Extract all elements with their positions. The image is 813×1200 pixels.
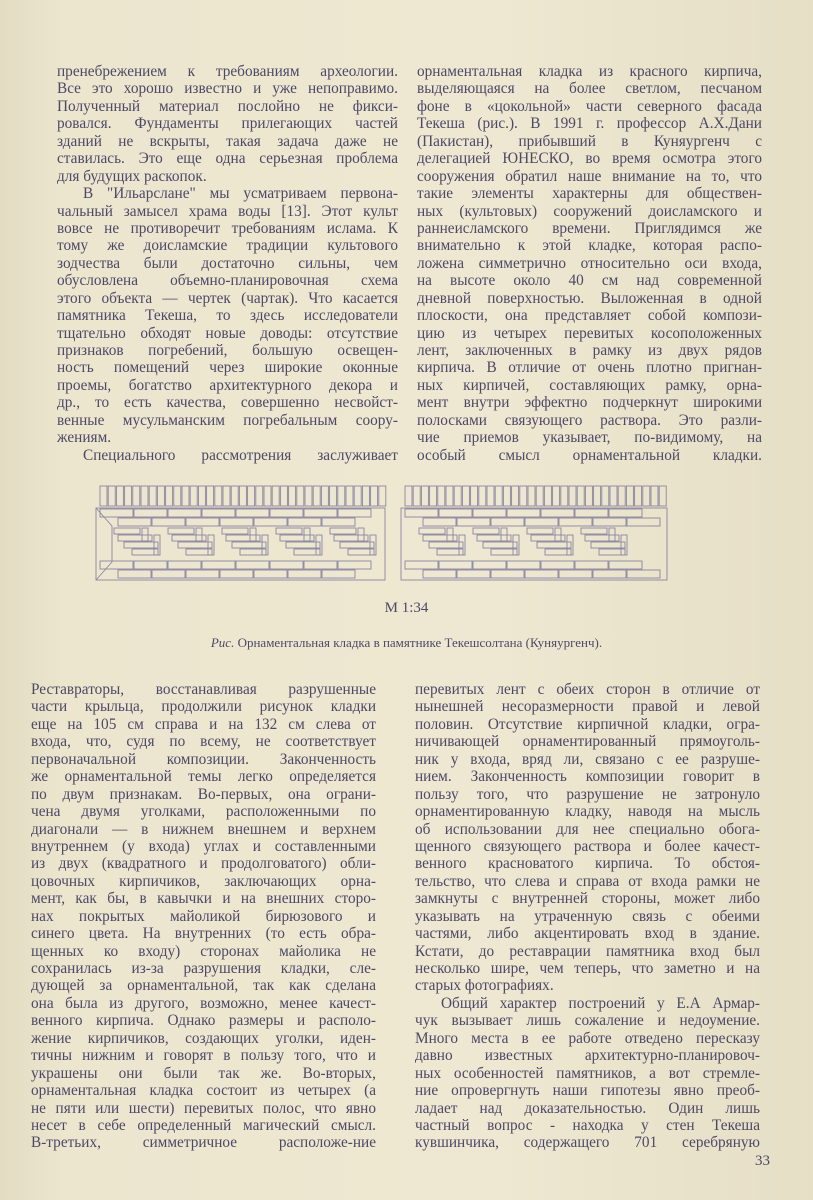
brick [172,535,206,541]
text-line: же орнаментальной темы легко определяется [31,768,376,786]
text-line: не пяти или шести) перевитых полос, что явно [31,1099,376,1117]
soldier-brick [471,486,478,506]
stretcher-brick [254,518,287,526]
text-line: половин. Отсутствие кирпичной кладки, огра- [415,715,760,733]
text-line: фоне в «цокольной» части северного фасада [417,97,762,115]
text-line: Все это хорошо известно и уже непоправимо. [57,80,398,98]
text-line: орнаментальная кладка состоит из четырех (а [31,1082,376,1100]
text-line: вовсе не противоречит требованиям ислама. К [57,219,398,237]
soldier-brick [330,486,337,506]
brick [232,542,266,548]
text-line: зодчества были достаточно сильны, чем [57,254,398,272]
stretcher-brick [457,570,490,578]
text-line: кувшинчика, содержащего 701 серебряную [415,1134,760,1152]
text-line: внимательно к этой кладке, которая распо- [417,237,762,255]
brick [501,528,507,541]
stretcher-brick [627,518,660,526]
soldier-brick [379,486,386,506]
text-line: ничивающей орнаментированный прямоуголь- [415,733,760,751]
soldier-brick [256,486,263,506]
soldier-brick [536,486,543,506]
soldier-brick [626,486,633,506]
brick [286,542,320,548]
text-line: части крыльца, продолжили рисунок кладки [31,698,376,716]
stretcher-brick [525,570,558,578]
soldier-brick [149,486,156,506]
brick [358,528,364,541]
stretcher-brick [270,561,303,569]
brick [609,528,615,541]
stretcher-brick [439,509,472,517]
text-line: входа, что, судя по всему, не соответствует [31,733,376,751]
stretcher-brick [322,518,355,526]
stretcher-brick [439,561,472,569]
brick [118,535,152,541]
text-line: тщательно обходят новые доводы: отсутствие [57,324,398,342]
soldier-brick [231,486,238,506]
text-line: из двух (квадратного и продолговатого) обли- [31,855,376,873]
soldier-brick [166,486,173,506]
soldier-brick [248,486,255,506]
stretcher-brick [491,570,524,578]
brick [304,528,310,541]
text-line: перевитых лент с обеих сторон в отличие от [415,681,760,698]
stretcher-brick [134,561,167,569]
brick [124,542,158,548]
text-line: несколько шире, чем теперь, что заметно и на [415,960,760,977]
soldier-brick [413,486,420,506]
soldier-brick [280,486,287,506]
stretcher-brick [118,570,151,578]
stretcher-brick [405,561,438,569]
figure-scale: М 1:34 [384,600,429,616]
stretcher-brick [100,509,133,517]
brick [276,528,302,534]
soldier-brick [264,486,271,506]
text-line: чие приемов указывает, по-видимому, на [417,429,762,447]
stretcher-brick [423,518,456,526]
text-line: несет в себе определенный магический смысл. [31,1116,376,1134]
soldier-brick [479,486,486,506]
text-line: нием. Законченность композиции говорит в [415,768,760,786]
soldier-brick [207,486,214,506]
brick [340,542,374,548]
stretcher-brick [593,570,626,578]
stretcher-brick [202,561,235,569]
text-line: Специального рассмотрения заслуживает [83,446,398,464]
brickwork-figure [90,484,680,584]
text-line: ладает над доказательностью. Один лишь [415,1099,760,1117]
brick [581,528,607,534]
text-line: выделяющаяся на более светлом, песчаном [417,80,762,98]
brick [262,535,268,555]
soldier-brick [297,486,304,506]
text-line: тому же доисламские традиции культового [57,237,398,255]
stretcher-brick [507,509,540,517]
figure-caption [0,635,813,651]
brick [621,535,627,555]
text-line: для будущих раскопок. [57,167,207,185]
text-line: диагонали — в нижнем внешнем и верхнем [31,820,376,838]
text-line: указывать на утраченную связь с обеими [415,907,760,925]
stretcher-brick [322,570,355,578]
text-line: зданий не вскрыты, такая задача даже не [57,132,398,150]
brick [280,535,314,541]
text-line: венные мусульманским погребальным соору- [57,411,398,429]
text-line: нынешней несоразмерности правой и левой [415,698,760,716]
text-line: Полученный материал послойно не фикси- [57,97,398,115]
text-line: мент внутри эффектно подчеркнут широкими [417,394,762,412]
soldier-brick [239,486,246,506]
soldier-brick [289,486,296,506]
text-line: на высоте около 40 см над современной [417,272,762,290]
soldier-brick [108,486,115,506]
text-line: кирпича. В отличие от очень плотно пригнан- [417,359,762,377]
text-line: плоскости, она представляет собой компози- [417,307,762,325]
soldier-brick [446,486,453,506]
soldier-brick [569,486,576,506]
stretcher-brick [168,509,201,517]
soldier-brick [610,486,617,506]
soldier-brick [174,486,181,506]
soldier-brick [215,486,222,506]
text-line: Текеша (рис.). В 1991 г. профессор А.Х.Дани [417,115,762,133]
stretcher-brick [627,570,660,578]
text-line: (Пакистан), прибывший в Куняургенч с [417,132,762,150]
brick [154,535,160,555]
stretcher-brick [254,570,287,578]
stretcher-brick [559,570,592,578]
stretcher-brick [186,570,219,578]
brick [316,535,322,555]
soldier-brick [438,486,445,506]
stretcher-brick [559,518,592,526]
soldier-brick [430,486,437,506]
brick [473,528,499,534]
brick [459,535,465,555]
stretcher-brick [100,561,133,569]
brick [585,535,619,541]
stretcher-brick [152,570,185,578]
stretcher-brick [338,561,371,569]
text-line: сооружения обратил наше внимание на то, что [417,167,762,185]
text-line: внутреннем (у входа) углах и составленными [31,837,376,855]
text-line: ник у входа, вряд ли, связано с ее разруше- [415,750,760,768]
text-line: Кстати, до реставрации памятника вход был [415,942,760,960]
brickwork-panel-left [96,486,386,580]
soldier-brick [157,486,164,506]
stretcher-brick [541,509,574,517]
text-line: еще на 105 см справа и на 132 см слева от [31,715,376,733]
text-line: ных кирпичей, составляющих рамку, орна- [417,376,762,394]
stretcher-brick [423,570,456,578]
column-top-right [417,63,762,464]
text-line: украшены они были так же. Во-вторых, [31,1064,376,1082]
soldier-brick [321,486,328,506]
text-line: венного кирпича. Однако размеры и располо- [31,1012,376,1030]
text-line: В-третьих, симметричное расположе-ние [31,1134,376,1152]
brick [330,528,356,534]
stretcher-brick [288,518,321,526]
text-line: чальный замысел храма воды [13]. Этот культ [57,202,398,220]
text-line: первоначальной композиции. Законченность [31,750,376,768]
brick [419,528,445,534]
text-line: др., то есть качества, совершенно несвойст- [57,394,398,412]
stretcher-brick [288,570,321,578]
stretcher-brick [609,561,642,569]
column-bottom-right [415,681,760,1152]
stretcher-brick [405,509,438,517]
soldier-brick [354,486,361,506]
column-top-left [57,63,398,464]
soldier-brick [371,486,378,506]
soldier-brick [125,486,132,506]
stretcher-brick [575,509,608,517]
brickwork-panel-right [401,486,667,580]
text-line: Много места в ее работе отведено пересказу [415,1029,760,1047]
text-line: ровался. Фундаменты прилегающих частей [57,115,398,133]
soldier-brick [100,486,107,506]
text-line: тичны нижним и говорят в пользу того, что и [31,1047,376,1065]
text-line: замкнуты с внутренней стороны, может либо [415,890,760,908]
text-line: В "Ильарслане" мы усматриваем первона- [83,185,398,203]
text-line: сохранилась из-за разрушения кладки, сле- [31,960,376,977]
text-line: пользу того, что разрушение не затронуло [415,785,760,803]
soldier-brick [223,486,230,506]
soldier-brick [553,486,560,506]
stretcher-brick [134,509,167,517]
brick [537,542,571,548]
text-line: нах покрытых майоликой бирюзового и [31,907,376,925]
text-line: раннеисламского времени. Приглядимся же [417,219,762,237]
stretcher-brick [202,509,235,517]
page-number: 33 [755,1153,770,1169]
soldier-brick [421,486,428,506]
soldier-brick [651,486,658,506]
text-line: ность помещений через широкие оконные [57,359,398,377]
brick [429,542,463,548]
stretcher-brick [473,561,506,569]
soldier-brick [561,486,568,506]
brick [208,535,214,555]
text-line: делегацией ЮНЕСКО, во время осмотра этого [417,150,762,168]
text-line: ных (культовых) сооружений доисламского и [417,202,762,220]
soldier-brick [272,486,279,506]
text-line: такие элементы характерны для обществен- [417,185,762,203]
brick [423,535,457,541]
soldier-brick [198,486,205,506]
soldier-brick [544,486,551,506]
text-line: об использовании для нее специально обога- [415,820,760,838]
text-line: орнаментальная кладка из красного кирпича, [417,63,762,80]
text-line: Общий характер построений у Е.А Армар- [441,994,760,1012]
soldier-brick [462,486,469,506]
soldier-brick [503,486,510,506]
stretcher-brick [525,518,558,526]
stretcher-brick [575,561,608,569]
text-line: тельство, что слева и справа от входа рамки не [415,872,760,890]
stretcher-brick [304,509,337,517]
brick [567,535,573,555]
stretcher-brick [186,518,219,526]
text-line: частями, либо акцентировать вход в здание. [415,925,760,943]
brick [168,528,194,534]
text-line: признаков погребений, большую освещен- [57,342,398,359]
brick [513,535,519,555]
stretcher-brick [220,518,253,526]
text-line: давно известных архитектурно-планировоч- [415,1047,760,1065]
brick [370,535,376,555]
soldier-brick [141,486,148,506]
soldier-brick [495,486,502,506]
stretcher-brick [220,570,253,578]
soldier-brick [635,486,642,506]
text-line: орнаментированную кладку, наводя на мысль [415,803,760,821]
text-line: мент, как бы, в кавычки и на внешних сторо- [31,890,376,908]
text-line: щенных ко входу) сторонах майолика не [31,942,376,960]
stretcher-brick [270,509,303,517]
brick [114,528,140,534]
brick [196,528,202,541]
soldier-brick [338,486,345,506]
brick [142,528,148,541]
brick [222,528,248,534]
text-line: цовочных кирпичиков, заключающих орна- [31,872,376,890]
stretcher-brick [507,561,540,569]
brick [250,528,256,541]
stretcher-brick [593,518,626,526]
soldier-brick [643,486,650,506]
stretcher-brick [609,509,642,517]
brick [477,535,511,541]
text-line: синего цвета. На внутренних (то есть обра- [31,925,376,943]
soldier-brick [528,486,535,506]
text-line: щенного связующего раствора и более качест- [415,837,760,855]
soldier-brick [585,486,592,506]
soldier-brick [362,486,369,506]
soldier-brick [313,486,320,506]
soldier-brick [594,486,601,506]
soldier-brick [520,486,527,506]
soldier-brick [577,486,584,506]
text-line: венного красноватого кирпича. То обстоя- [415,855,760,873]
text-line: особый смысл орнаментальной кладки. [417,446,762,464]
text-line: ставилась. Это еще одна серьезная проблема [57,150,398,168]
text-line: чена двумя уголками, расположенными по [31,803,376,821]
text-line: частный вопрос - находка у стен Текеша [415,1116,760,1134]
text-line: проемы, богатство архитектурного декора и [57,376,398,394]
stretcher-brick [541,561,574,569]
figure-caption-prefix: Рис. [210,635,235,650]
text-line: ние опровергнуть наши гипотезы явно преоб- [415,1082,760,1100]
soldier-brick [512,486,519,506]
soldier-brick [618,486,625,506]
brick [591,542,625,548]
text-line: по двум признакам. Во-первых, она ограни- [31,785,376,803]
brick [527,528,553,534]
text-line: жение кирпичиков, создающих уголки, иден- [31,1029,376,1047]
text-line: Реставраторы, восстанавливая разрушенные [31,681,376,698]
soldier-brick [182,486,189,506]
brick [447,528,453,541]
text-line: цию из четырех перевитых косоположенных [417,324,762,342]
text-line: чук вызывает лишь сожаление и недоумение. [415,1012,760,1030]
text-line: старых фотографиях. [415,977,554,995]
soldier-brick [305,486,312,506]
text-line: обусловлена объемно-планировочная схема [57,272,398,290]
soldier-brick [659,486,666,506]
text-line: дующей за орнаментальной, так как сделана [31,977,376,995]
soldier-brick [116,486,123,506]
text-line: пренебрежением к требованиям археологии. [57,63,398,80]
soldier-brick [190,486,197,506]
text-line: дневной поверхностью. Выложенная в одной [417,289,762,307]
text-line: ложена симметрично относительно оси входа, [417,254,762,272]
stretcher-brick [491,518,524,526]
stretcher-brick [236,561,269,569]
stretcher-brick [304,561,337,569]
soldier-brick [133,486,140,506]
soldier-brick [454,486,461,506]
figure-caption-text: Орнаментальная кладка в памятнике Текешсолтана (Куняургенч). [234,635,603,650]
text-line: этого объекта — чертек (чартак). Что касается [57,289,398,307]
brick [555,528,561,541]
brick [178,542,212,548]
stretcher-brick [236,509,269,517]
brick [483,542,517,548]
stretcher-brick [338,509,371,517]
column-bottom-left [31,681,376,1152]
text-line: ных особенностей памятников, а вот стремле- [415,1064,760,1082]
text-line: памятника Текеша, то здесь исследователи [57,307,398,325]
stretcher-brick [473,509,506,517]
soldier-brick [405,486,412,506]
stretcher-brick [168,561,201,569]
stretcher-brick [152,518,185,526]
soldier-brick [602,486,609,506]
brick [531,535,565,541]
stretcher-brick [118,518,151,526]
text-line: она была из другого, возможно, менее качест- [31,994,376,1012]
brick [226,535,260,541]
stretcher-brick [457,518,490,526]
text-line: полосками связующего раствора. Это разли- [417,411,762,429]
soldier-brick [346,486,353,506]
text-line: лент, заключенных в рамку из двух рядов [417,342,762,359]
soldier-brick [487,486,494,506]
text-line: жениям. [57,429,112,447]
brick [334,535,368,541]
